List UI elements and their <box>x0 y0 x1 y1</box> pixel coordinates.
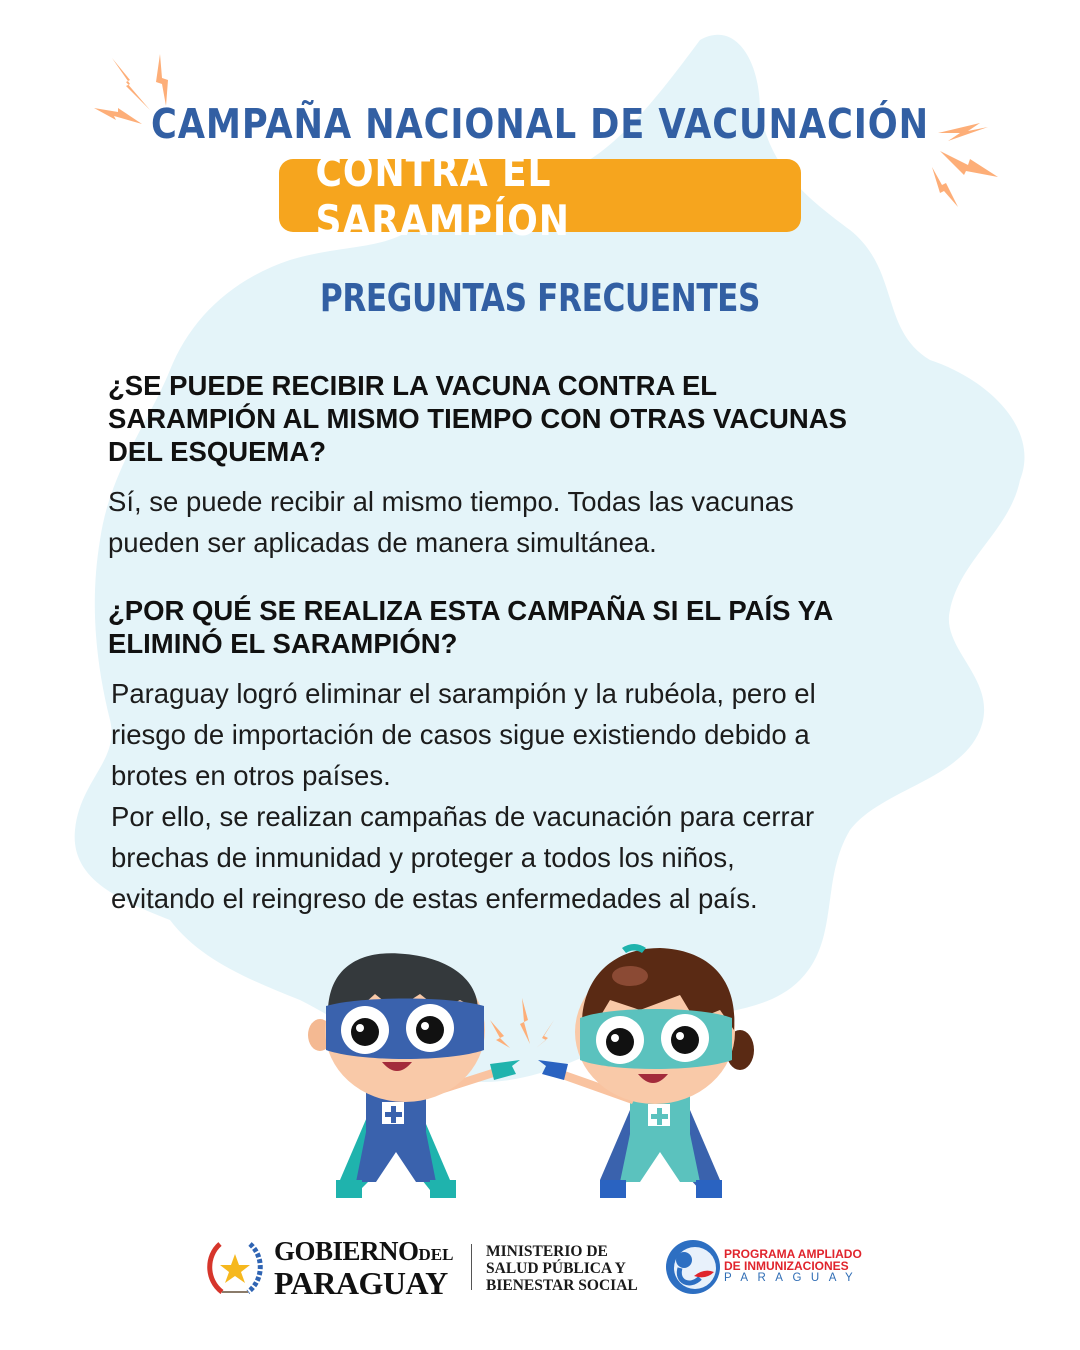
faq-answer-2 <box>111 673 971 919</box>
spark-bolts-icon <box>490 998 554 1048</box>
question-line: DEL ESQUEMA? <box>108 436 326 467</box>
answer-line: brotes en otros países. <box>111 760 391 791</box>
question-line: ¿POR QUÉ SE REALIZA ESTA CAMPAÑA SI EL PAÍS YA <box>108 595 834 626</box>
logo-divider <box>471 1244 472 1290</box>
pai-line: PARAGUAY <box>724 1272 863 1284</box>
ministerio-line: MINISTERIO DE <box>486 1243 608 1260</box>
question-line: SARAMPIÓN AL MISMO TIEMPO CON OTRAS VACUNAS <box>108 403 847 434</box>
question-line: ELIMINÓ EL SARAMPIÓN? <box>108 628 458 659</box>
pai-logo-text <box>724 1248 862 1284</box>
answer-line: riesgo de importación de casos sigue existiendo debido a <box>111 719 810 750</box>
ministerio-line: SALUD PÚBLICA Y <box>486 1260 626 1277</box>
campaign-subtitle-badge <box>279 146 801 245</box>
superhero-girl <box>538 944 754 1198</box>
answer-line: brechas de inmunidad y proteger a todos los niños, <box>111 842 735 873</box>
answer-line: Sí, se puede recibir al mismo tiempo. Todas las vacunas <box>108 486 794 517</box>
gobierno-text: GOBIERNO <box>274 1236 419 1266</box>
superhero-kids-illustration <box>300 940 760 1210</box>
ministerio-line: BIENESTAR SOCIAL <box>486 1277 638 1294</box>
faq-answer-1 <box>108 481 968 563</box>
faq-question-2 <box>108 594 958 660</box>
answer-line: Paraguay logró eliminar el sarampión y la rubéola, pero el <box>111 678 816 709</box>
superhero-boy <box>308 953 520 1198</box>
gobierno-del-paraguay-logo <box>274 1236 454 1301</box>
answer-line: Por ello, se realizan campañas de vacunación para cerrar <box>111 801 815 832</box>
footer-logos <box>200 1232 880 1302</box>
pai-line: DE INMUNIZACIONES <box>724 1259 849 1273</box>
paraguay-coat-of-arms-icon <box>204 1238 266 1298</box>
del-text: DEL <box>418 1245 454 1264</box>
campaign-subtitle: CONTRA EL SARAMPÍON <box>315 146 570 245</box>
answer-line: pueden ser aplicadas de manera simultánea. <box>108 527 657 558</box>
faq-question-1 <box>108 369 958 468</box>
ministerio-salud-logo <box>486 1243 638 1294</box>
answer-line: evitando el reingreso de estas enfermedades al país. <box>111 883 758 914</box>
campaign-title: CAMPAÑA NACIONAL DE VACUNACIÓN <box>151 100 929 148</box>
question-line: ¿SE PUEDE RECIBIR LA VACUNA CONTRA EL <box>108 370 718 401</box>
faq-heading: PREGUNTAS FRECUENTES <box>319 276 761 320</box>
pai-emblem-icon <box>664 1238 722 1296</box>
paraguay-text: PARAGUAY <box>274 1265 448 1301</box>
pai-line: PROGRAMA AMPLIADO <box>724 1247 862 1261</box>
